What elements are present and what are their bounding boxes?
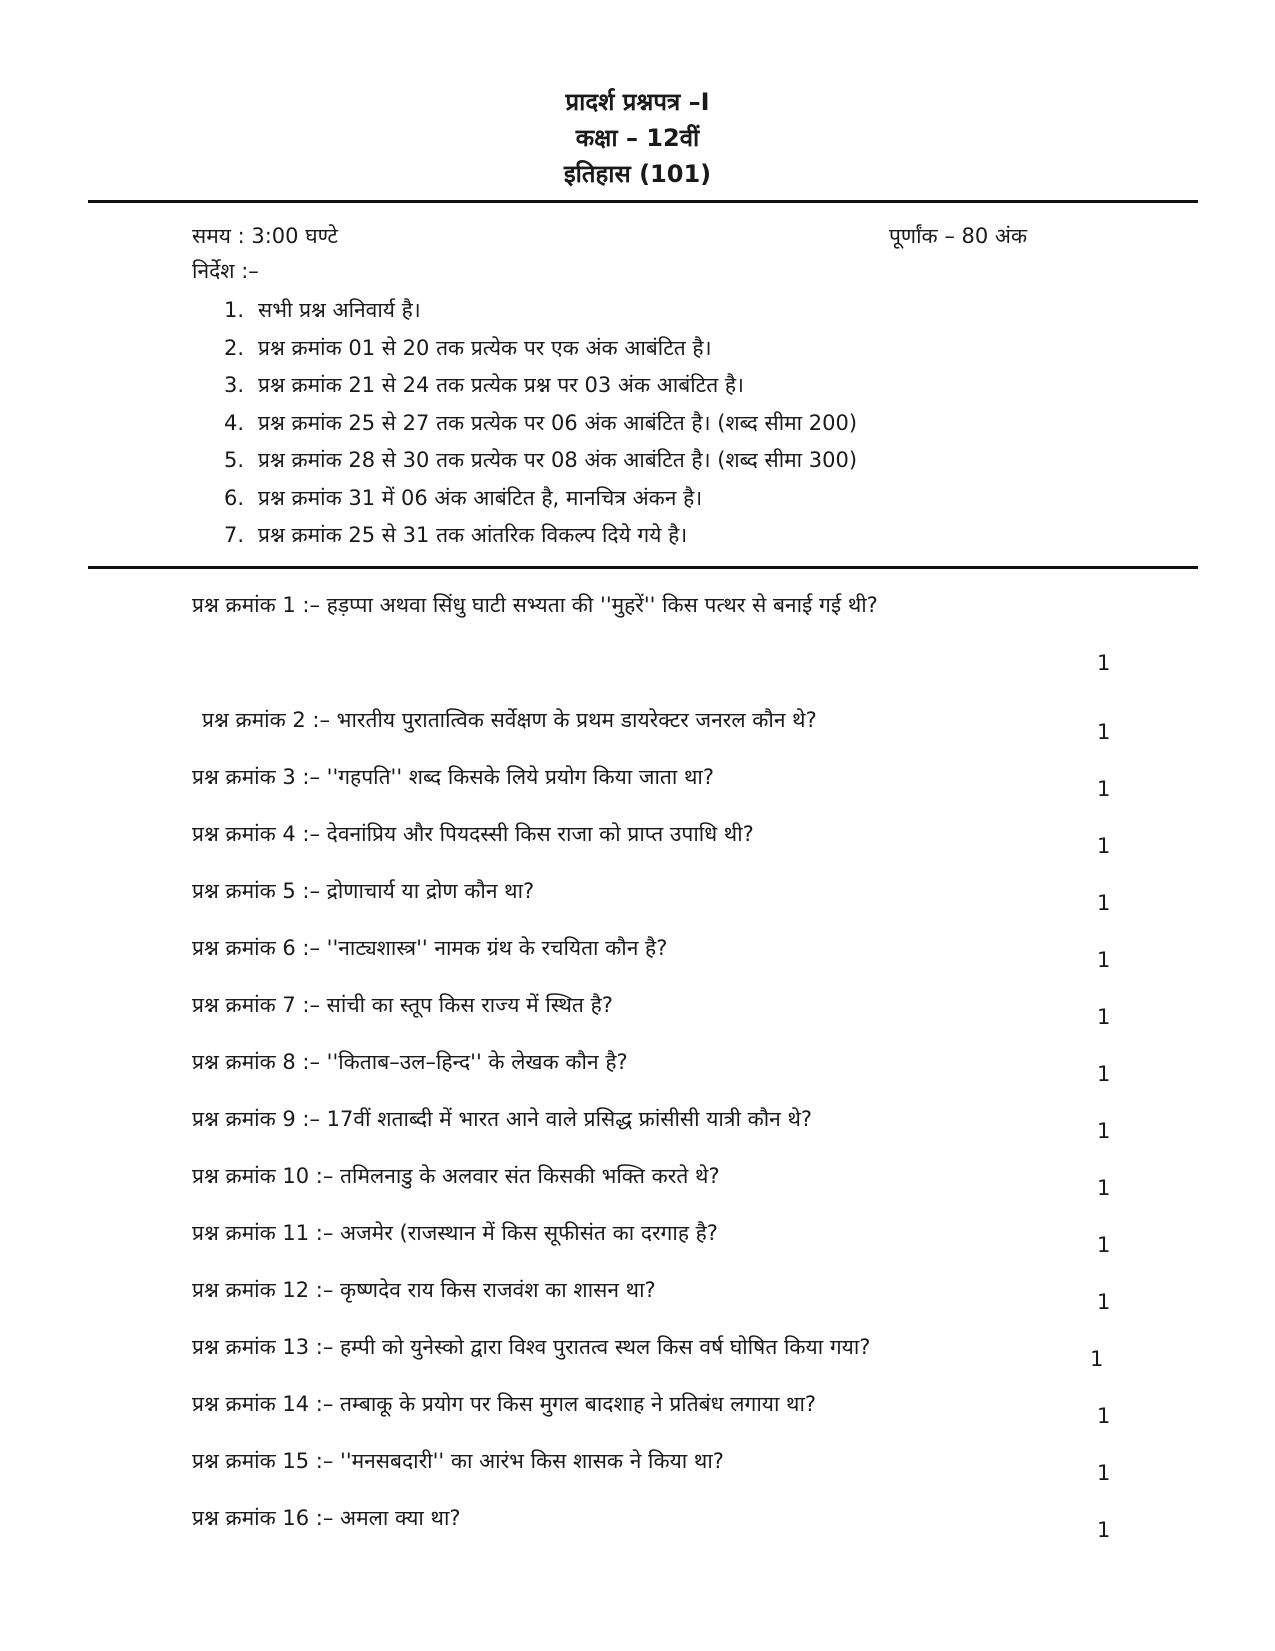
- question-text: प्रश्न क्रमांक 12 :– कृष्णदेव राय किस राजवंश का शासन था?: [192, 1278, 656, 1302]
- question-marks: 1: [1097, 651, 1111, 675]
- question-row: [192, 757, 1112, 814]
- instruction-item: [224, 517, 857, 555]
- instruction-number: 6.: [224, 485, 245, 510]
- question-row: [192, 1156, 1112, 1213]
- question-text: प्रश्न क्रमांक 14 :– तम्बाकू के प्रयोग पर किस मुगल बादशाह ने प्रतिबंध लगाया था?: [192, 1392, 817, 1416]
- question-text: प्रश्न क्रमांक 16 :– अमला क्या था?: [192, 1506, 461, 1530]
- question-row: [192, 1384, 1112, 1441]
- question-marks: 1: [1097, 834, 1111, 858]
- question-row: [192, 1441, 1112, 1498]
- question-marks: 1: [1097, 1461, 1111, 1485]
- question-row: [192, 985, 1112, 1042]
- question-text: प्रश्न क्रमांक 7 :– सांची का स्तूप किस राज्य में स्थित है?: [192, 993, 613, 1017]
- question-marks: 1: [1097, 1119, 1111, 1143]
- question-marks: 1: [1097, 720, 1111, 744]
- instructions-divider: [88, 566, 1198, 569]
- question-row: [192, 700, 1112, 757]
- instruction-text: प्रश्न क्रमांक 21 से 24 तक प्रत्येक प्रश्न पर 03 अंक आबंटित है।: [258, 373, 744, 397]
- paper-title: प्रादर्श प्रश्नपत्र –I: [565, 88, 710, 116]
- question-text: प्रश्न क्रमांक 15 :– ''मनसबदारी'' का आरंभ किस शासक ने किया था?: [192, 1449, 724, 1473]
- question-marks: 1: [1097, 1176, 1111, 1200]
- instruction-number: 5.: [224, 448, 245, 472]
- instruction-number: 2.: [224, 335, 245, 360]
- instruction-item: [224, 330, 857, 368]
- instruction-text: सभी प्रश्न अनिवार्य है।: [258, 298, 421, 322]
- question-text: प्रश्न क्रमांक 4 :– देवनांप्रिय और पियदस्सी किस राजा को प्राप्त उपाधि थी?: [192, 822, 754, 846]
- question-marks: 1: [1097, 1518, 1111, 1542]
- instruction-text: प्रश्न क्रमांक 28 से 30 तक प्रत्येक पर 08 अंक आबंटित है। (शब्द सीमा 300): [258, 448, 858, 472]
- instruction-item: [224, 367, 857, 405]
- question-list: [192, 585, 1112, 1555]
- instruction-text: प्रश्न क्रमांक 01 से 20 तक प्रत्येक पर एक अंक आबंटित है।: [258, 335, 712, 360]
- question-text: प्रश्न क्रमांक 11 :– अजमेर (राजस्थान में किस सूफीसंत का दरगाह है?: [192, 1221, 718, 1245]
- instructions-heading: निर्देश :–: [192, 259, 259, 283]
- instructions-list: [224, 292, 857, 555]
- instruction-text: प्रश्न क्रमांक 31 में 06 अंक आबंटित है, मानचित्र अंकन है।: [258, 485, 703, 510]
- question-text: प्रश्न क्रमांक 2 :– भारतीय पुरातात्विक सर्वेक्षण के प्रथम डायरेक्टर जनरल कौन थे?: [202, 708, 817, 732]
- question-text: प्रश्न क्रमांक 3 :– ''गहपति'' शब्द किसके लिये प्रयोग किया जाता था?: [192, 765, 714, 789]
- question-marks: 1: [1097, 777, 1111, 801]
- subject-label: इतिहास (101): [563, 160, 712, 188]
- question-text: प्रश्न क्रमांक 9 :– 17वीं शताब्दी में भारत आने वाले प्रसिद्ध फ्रांसीसी यात्री कौन थे?: [192, 1107, 813, 1131]
- question-marks: 1: [1097, 1290, 1111, 1314]
- instruction-item: [224, 442, 857, 480]
- instruction-item: [224, 405, 857, 443]
- instruction-number: 4.: [224, 410, 245, 435]
- question-marks: 1: [1097, 1005, 1111, 1029]
- question-text: प्रश्न क्रमांक 5 :– द्रोणाचार्य या द्रोण कौन था?: [192, 879, 535, 903]
- instruction-text: प्रश्न क्रमांक 25 से 27 तक प्रत्येक पर 06 अंक आबंटित है। (शब्द सीमा 200): [258, 410, 858, 435]
- paper-header: [0, 84, 1275, 192]
- question-row: [192, 871, 1112, 928]
- question-text: प्रश्न क्रमांक 1 :– हड़प्पा अथवा सिंधु घाटी सभ्यता की ''मुहरें'' किस पत्थर से बनाई गई थी?: [192, 593, 878, 617]
- instruction-item: [224, 480, 857, 518]
- question-marks: 1: [1097, 948, 1111, 972]
- question-text: प्रश्न क्रमांक 10 :– तमिलनाडु के अलवार संत किसकी भक्ति करते थे?: [192, 1164, 720, 1188]
- question-row: [192, 1213, 1112, 1270]
- class-label: कक्षा – 12वीं: [575, 124, 700, 152]
- question-text: प्रश्न क्रमांक 6 :– ''नाट्यशास्त्र'' नामक ग्रंथ के रचयिता कौन है?: [192, 936, 668, 960]
- instruction-number: 7.: [224, 523, 245, 547]
- instruction-number: 3.: [224, 373, 245, 397]
- instruction-number: 1.: [224, 298, 245, 322]
- question-marks: 1: [1097, 891, 1111, 915]
- instruction-text: प्रश्न क्रमांक 25 से 31 तक आंतरिक विकल्प दिये गये है।: [258, 523, 688, 547]
- question-row: [192, 1327, 1112, 1384]
- question-row: [192, 814, 1112, 871]
- question-marks: 1: [1097, 1233, 1111, 1257]
- question-row: [192, 1042, 1112, 1099]
- instruction-item: [224, 292, 857, 330]
- max-marks: पूर्णांक – 80 अंक: [889, 224, 1028, 248]
- question-row: [192, 1099, 1112, 1156]
- question-row: [192, 1498, 1112, 1555]
- header-divider: [88, 200, 1198, 203]
- question-marks: 1: [1097, 1404, 1111, 1428]
- question-row: [192, 585, 1112, 700]
- question-row: [192, 928, 1112, 985]
- question-text: प्रश्न क्रमांक 13 :– हम्पी को युनेस्को द्वारा विश्व पुरातत्व स्थल किस वर्ष घोषित किया गया?: [192, 1335, 871, 1359]
- question-text: प्रश्न क्रमांक 8 :– ''किताब–उल–हिन्द'' के लेखक कौन है?: [192, 1050, 628, 1074]
- question-marks: 1: [1097, 1062, 1111, 1086]
- question-row: [192, 1270, 1112, 1327]
- question-marks: 1: [1090, 1347, 1104, 1371]
- time-allowed: समय : 3:00 घण्टे: [192, 224, 338, 248]
